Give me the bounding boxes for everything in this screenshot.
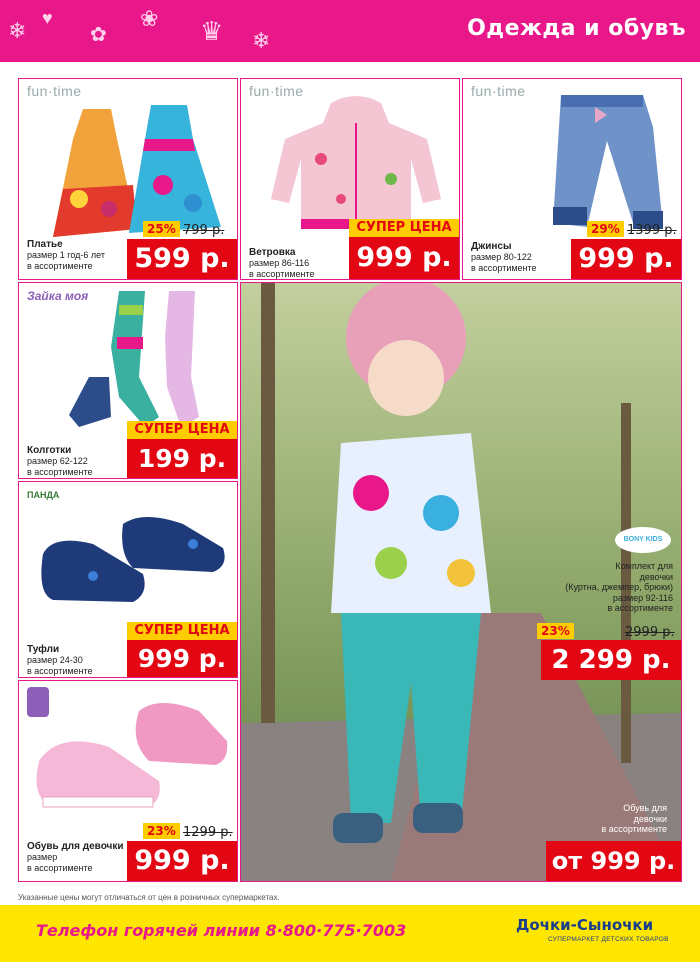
mitten-icon: ✿ [90,24,107,46]
discount-badge: 25% [143,221,180,237]
product-jacket[interactable] [240,78,460,280]
feature-photo-panel [240,282,682,882]
brand-logo: fun·time [27,83,82,99]
hat-icon: ♛ [200,16,224,46]
price-tag-from: от 999 р. [546,841,681,881]
shoes-assortment: в ассортименте [601,824,667,834]
product-description [27,841,127,874]
sweater-icon: ❀ [140,6,159,31]
price-disclaimer: Указанные цены могут отличаться от цен в розничных супермаркетах. [18,893,280,902]
price-tag: 2 299 р. [541,640,681,680]
sneakers-image [29,691,229,821]
product-size: размер 62-122 [27,456,88,466]
product-size: размер [27,852,58,862]
sock-icon: ♥ [42,8,53,28]
product-name: Платье [27,239,63,250]
product-description [249,247,349,280]
super-price-label: СУПЕР ЦЕНА [127,421,237,439]
product-dress[interactable] [18,78,238,280]
old-price: 1299 р. [183,825,233,840]
shoes-image [33,504,233,614]
super-price-label: СУПЕР ЦЕНА [349,219,459,237]
shoes-name: Обувь для девочки [623,803,667,824]
brand-logo: fun·time [471,83,526,99]
jacket-image [261,89,451,234]
price-tag: 199 р. [127,439,237,478]
shoe-icon: ❄ [252,28,271,53]
product-description [27,445,127,478]
product-name: Ветровка [249,247,296,258]
product-assortment: в ассортименте [249,269,315,279]
product-assortment: в ассортименте [27,467,93,477]
product-size: размер 24-30 [27,655,83,665]
shoes-description [601,803,667,835]
product-description [27,644,127,677]
hotline-label: Телефон горячей линии [36,921,260,940]
set-assortment: в ассортименте [607,603,673,613]
bonykids-logo: BONY KIDS [615,527,671,553]
store-logo: Дочки-Сыночки [516,916,654,934]
hotline-number[interactable]: 8·800·775·7003 [265,921,407,940]
set-contents: (Куртна, джемпер, брюки) [565,582,673,592]
jeans-image [483,87,673,237]
store-logo-subtitle: СУПЕРМАРКЕТ ДЕТСКИХ ТОВАРОВ [548,936,669,943]
page-header [0,0,700,62]
product-name: Колготки [27,445,72,456]
price-tag: 999 р. [571,239,681,279]
discount-badge: 23% [143,823,180,839]
set-name: Комплект для девочки [615,561,673,582]
product-name: Туфли [27,644,60,655]
snowflake-icon: ❄ [8,18,27,43]
set-description [565,561,673,614]
product-name: Джинсы [471,241,512,252]
product-size: размер 86-116 [249,258,310,268]
tights-image [49,287,229,437]
product-description [471,241,571,274]
set-size: размер 92-116 [612,592,673,603]
discount-badge: 23% [537,623,574,639]
product-assortment: в ассортименте [27,261,93,271]
product-assortment: в ассортименте [27,666,93,676]
page-title: Одежда и обувъ [467,16,686,41]
super-price-label: СУПЕР ЦЕНА [127,622,237,640]
discount-badge: 29% [587,221,624,237]
price-tag: 999 р. [349,237,459,279]
brand-logo: Зайка моя [27,289,89,303]
brand-logo: ПАНДА [27,490,60,500]
old-price: 2999 р. [625,625,675,640]
price-tag: 599 р. [127,239,237,279]
price-tag: 999 р. [127,640,237,677]
product-name: Обувь для девочки [27,841,124,852]
product-tights[interactable] [18,282,238,479]
old-price: 1399 р. [627,223,677,238]
price-tag: 999 р. [127,841,237,881]
product-assortment: в ассортименте [471,263,537,273]
product-description [27,239,127,272]
product-sneakers[interactable] [18,680,238,882]
product-jeans[interactable] [462,78,682,280]
product-assortment: в ассортименте [27,863,93,873]
product-size: размер 80-122 [471,252,532,262]
brand-logo: fun·time [249,83,304,99]
product-size: размер 1 год-6 лет [27,250,105,260]
product-shoes[interactable] [18,481,238,678]
hotline [36,921,406,940]
old-price: 799 р. [183,223,225,238]
